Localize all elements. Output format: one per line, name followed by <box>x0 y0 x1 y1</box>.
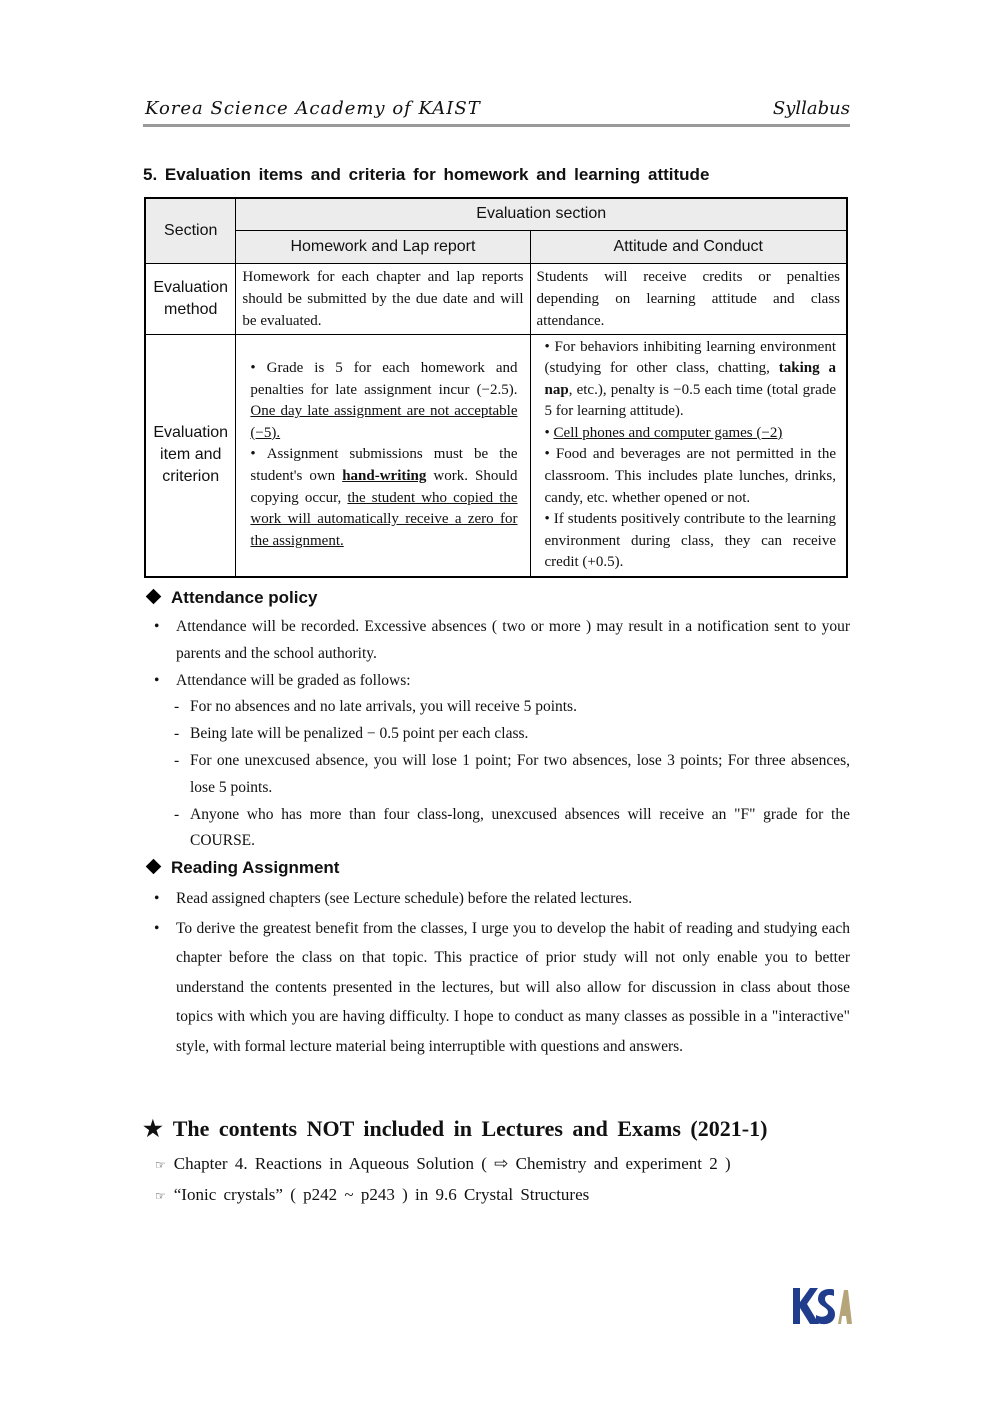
ksa-logo <box>790 1284 852 1328</box>
label-line: method <box>164 300 218 318</box>
text: , etc.), penalty is −0.5 each time (total grade 5 for learning attitude). <box>544 381 836 420</box>
sub-list-item: - Being late will be penalized − 0.5 point per each class. <box>174 725 529 743</box>
list-item: • To derive the greatest benefit from the classes, I urge you to develop the habit of reading and studying each chapter before the class on that topic. This practice of prior study will not only enable you to better understand the contents presented in the lectures, but will also allow for discussion in class about those topics with which you are having difficulty. I hope to conduct as many classes as possible in a "interactive" style, with formal lecture material being interruptible with questions and answers. <box>154 919 850 1055</box>
reading-list <box>152 884 850 1061</box>
svg-text:KSA: KSA <box>790 1284 793 1285</box>
excluded-item-1 <box>155 1154 731 1174</box>
header-school-name: Korea Science Academy of KAIST <box>145 98 481 119</box>
text: If students positively contribute to the learning environment during class, they can receive credit (+0.5). <box>544 511 836 571</box>
list-item: • Attendance will be graded as follows: <box>154 671 411 689</box>
method-homework-cell: Homework for each chapter and lap reports should be submitted by the due date and will be evaluated. <box>236 263 530 334</box>
header-doc-type: Syllabus <box>772 98 850 119</box>
heading-text: The contents NOT included in Lectures and Exams (2021-1) <box>172 1116 768 1141</box>
bold-text: taking a nap <box>544 360 836 398</box>
section-title: 5. Evaluation items and criteria for homework and learning attitude <box>143 165 710 184</box>
item-text: Being late will be penalized − 0.5 point per each class. <box>190 725 529 743</box>
underlined-text: the student who copied the work will automatically receive a zero for the assignment. <box>250 489 518 549</box>
list-item: • Attendance will be recorded. Excessive absences ( two or more ) may result in a notification sent to your parents and the school authority. <box>154 618 850 662</box>
underlined-text: Cell phones and computer games (−2) <box>553 424 783 441</box>
header-evaluation-section: Evaluation section <box>236 198 847 230</box>
heading-text: Attendance policy <box>171 588 318 607</box>
header-homework-lab: Homework and Lap report <box>236 230 530 263</box>
item-text: Anyone who has more than four class-long, unexcused absences will receive an "F" grade for the COURSE. <box>190 805 850 850</box>
bold-underlined-text: hand-writing <box>342 468 427 485</box>
item-text: For no absences and no late arrivals, you will receive 5 points. <box>190 698 577 716</box>
attendance-heading <box>143 588 317 608</box>
criterion-attitude-point-4: • If students positively contribute to the learning environment during class, they can receive credit (+0.5). <box>544 511 836 571</box>
item-text: “Ionic crystals” ( p242 ~ p243 ) in 9.6 Crystal Structures <box>173 1185 590 1204</box>
item-text: Chemistry and experiment 2 ) <box>515 1154 731 1173</box>
item-text: Attendance will be graded as follows: <box>176 671 411 689</box>
pointing-hand-icon: ☞ <box>155 1158 166 1172</box>
label-line: Evaluation <box>153 424 229 442</box>
star-icon: ★ <box>143 1116 163 1141</box>
underlined-text: One day late assignment are not acceptable (−5). <box>250 403 518 441</box>
excluded-item-2 <box>155 1185 589 1205</box>
criterion-homework-cell <box>236 334 530 577</box>
attendance-list <box>152 614 850 855</box>
diamond-icon <box>146 589 162 605</box>
pointing-hand-icon: ☞ <box>155 1189 166 1203</box>
diamond-icon <box>146 859 162 875</box>
sub-list-item: - For no absences and no late arrivals, you will receive 5 points. <box>174 698 577 716</box>
list-item: • Read assigned chapters (see Lecture schedule) before the related lectures. <box>154 890 633 907</box>
text: Grade is 5 for each homework and penalties for late assignment incur (−2.5). <box>250 360 518 398</box>
text: work. Should copying occur, <box>250 468 518 506</box>
sub-list-item: - For one unexcused absence, you will lose 1 point; For two absences, lose 3 points; For three absences, lose 5 points. <box>174 751 850 796</box>
criterion-attitude-cell <box>530 334 847 577</box>
criterion-attitude-point-1: • For behaviors inhibiting learning environment (studying for other class, chatting, taking a nap, etc.), penalty is −0.5 each time (total grade 5 for learning attitude). <box>544 338 836 420</box>
criterion-homework-point-1: • Grade is 5 for each homework and penalties for late assignment incur (−2.5). One day late assignment are not acceptable (−5). <box>250 360 518 441</box>
method-attitude-cell: Students will receive credits or penalties depending on learning attitude and class attendance. <box>530 263 847 334</box>
criterion-homework-point-2: • Assignment submissions must be the student's own hand-writing work. Should copying occur, the student who copied the work will automatically receive a zero for the assignment. <box>250 446 518 549</box>
label-line: item and <box>160 446 222 464</box>
item-text: For one unexcused absence, you will lose 1 point; For two absences, lose 3 points; For three absences, lose 5 points. <box>190 751 850 796</box>
row-label-evaluation-method <box>145 263 236 334</box>
heading-text: Reading Assignment <box>171 858 340 877</box>
text: Assignment submissions must be the student's own <box>250 446 518 485</box>
excluded-heading <box>143 1116 767 1142</box>
item-text: Read assigned chapters (see Lecture schedule) before the related lectures. <box>176 890 633 907</box>
reading-heading <box>143 858 339 878</box>
header-section: Section <box>145 198 236 263</box>
right-arrow-icon: ⇨ <box>494 1154 509 1174</box>
item-text: To derive the greatest benefit from the classes, I urge you to develop the habit of reading and studying each chapter before the class on that topic. This practice of prior study will not only enable you to better understand the contents presented in the lectures, but will also allow for discussion in class about those topics with which you are having difficulty. I hope to conduct as many classes as possible in a "interactive" style, with formal lecture material being interruptible with questions and answers. <box>176 919 850 1055</box>
text: For behaviors inhibiting learning environment (studying for other class, chatting, <box>544 338 836 377</box>
label-line: Evaluation <box>153 278 229 296</box>
item-text: Attendance will be recorded. Excessive absences ( two or more ) may result in a notification sent to your parents and the school authority. <box>176 618 850 662</box>
sub-list-item: - Anyone who has more than four class-long, unexcused absences will receive an "F" grade for the COURSE. <box>174 805 850 850</box>
criterion-attitude-point-3: • Food and beverages are not permitted in the classroom. This includes plate lunches, drinks, candy, etc. whether opened or not. <box>544 446 836 506</box>
header-attitude-conduct: Attitude and Conduct <box>530 230 847 263</box>
label-line: criterion <box>162 468 220 486</box>
criterion-attitude-point-2: • Cell phones and computer games (−2) <box>544 424 783 441</box>
evaluation-table <box>144 197 848 578</box>
row-label-evaluation-criterion <box>145 334 236 577</box>
text: Food and beverages are not permitted in the classroom. This includes plate lunches, drinks, candy, etc. whether opened or not. <box>544 446 836 506</box>
page-header <box>143 96 850 127</box>
item-text: Chapter 4. Reactions in Aqueous Solution ( <box>173 1154 487 1173</box>
